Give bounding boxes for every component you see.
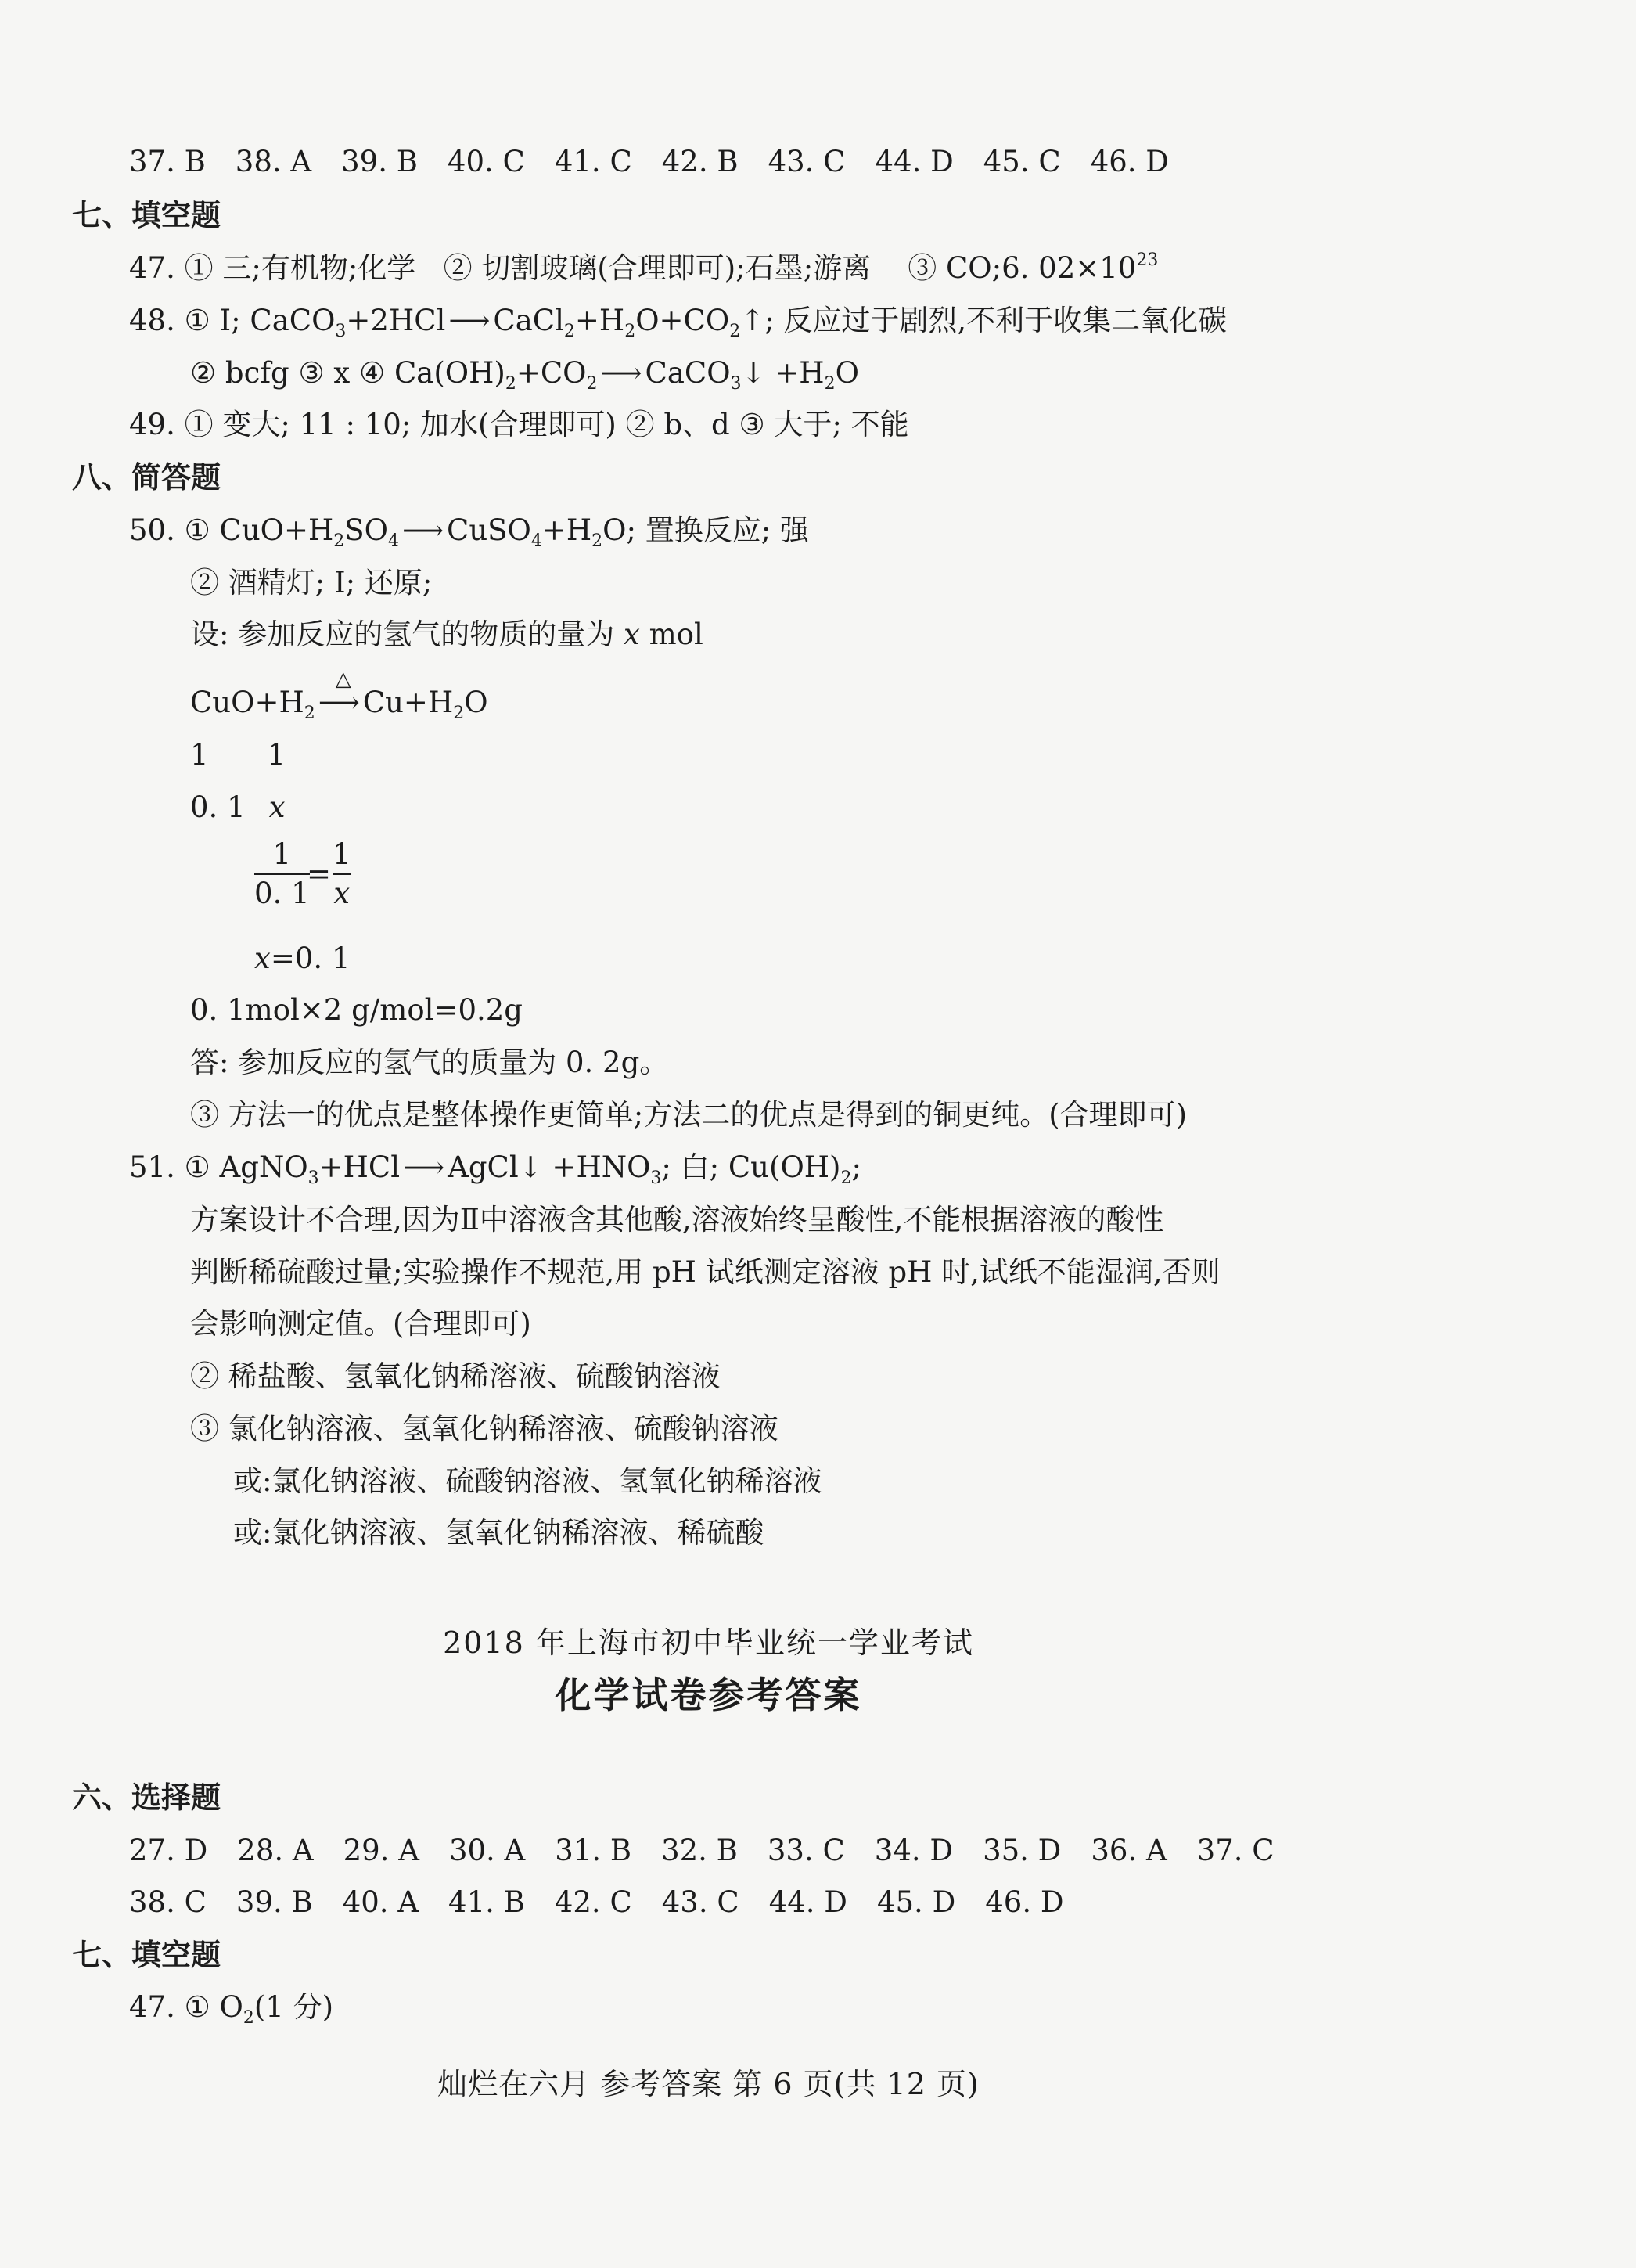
variable: x bbox=[268, 790, 286, 824]
text: CuSO bbox=[447, 513, 531, 547]
choice-answer: 46. D bbox=[985, 1885, 1064, 1919]
fraction-right bbox=[333, 836, 351, 913]
choice-answer: 33. C bbox=[767, 1834, 845, 1867]
subscript: 2 bbox=[563, 322, 575, 341]
answer-part: ① 三;有机物;化学 bbox=[184, 251, 416, 285]
text: 1 bbox=[267, 738, 286, 772]
question-51-line4: 会影响测定值。(合理即可) bbox=[190, 1307, 531, 1341]
answer-part: ③ CO;6. 02×10 bbox=[908, 251, 1137, 285]
choice-answer: 45. C bbox=[983, 145, 1061, 178]
text: ① 变大; 11 : 10; 加水(合理即可) ② b、d ③ 大于; 不能 bbox=[184, 408, 909, 441]
section-heading-fill: 七、填空题 bbox=[72, 198, 221, 232]
question-48-line2 bbox=[190, 354, 859, 393]
question-number: 48. bbox=[129, 304, 175, 337]
text: CaCO bbox=[645, 356, 731, 390]
question-51-line7: 或:氯化钠溶液、硫酸钠溶液、氢氧化钠稀溶液 bbox=[233, 1464, 822, 1498]
question-number: 51. bbox=[129, 1150, 175, 1184]
choice-answer: 44. D bbox=[875, 145, 954, 178]
exam-subtitle: 2018 年上海市初中毕业统一学业考试 bbox=[443, 1625, 974, 1660]
subscript: 2 bbox=[824, 374, 836, 394]
section-heading-fill-2018: 七、填空题 bbox=[72, 1938, 221, 1972]
choice-answer: 46. D bbox=[1090, 145, 1169, 178]
subscript: 2 bbox=[624, 322, 636, 341]
text: ① AgNO bbox=[184, 1150, 308, 1184]
text: +2HCl bbox=[346, 304, 446, 337]
triangle-icon: △ bbox=[335, 668, 351, 691]
choice-answer: 43. C bbox=[661, 1885, 739, 1919]
choice-answer: 42. B bbox=[661, 145, 739, 178]
reaction-arrow: ⟶ bbox=[600, 356, 642, 390]
answer-statement: 答: 参加反应的氢气的质量为 0. 2g。 bbox=[190, 1046, 669, 1079]
text: +HCl bbox=[318, 1150, 401, 1184]
choice-answer: 41. B bbox=[448, 1885, 525, 1919]
text: +H bbox=[541, 513, 592, 547]
question-50-line1 bbox=[129, 511, 809, 550]
text: ① O bbox=[184, 1990, 243, 2024]
choice-answers-row-1 bbox=[129, 1831, 1304, 1870]
text: 1 bbox=[190, 738, 209, 772]
page-footer: 灿烂在六月 参考答案 第 6 页(共 12 页) bbox=[437, 2067, 980, 2101]
choice-answer: 38. A bbox=[235, 145, 312, 178]
section-heading-short-answer: 八、简答题 bbox=[72, 460, 221, 495]
choice-answer: 40. C bbox=[447, 145, 525, 178]
text: =0. 1 bbox=[270, 941, 351, 975]
text: O bbox=[464, 686, 488, 719]
text: ↑; 反应过于剧烈,不利于收集二氧化碳 bbox=[740, 304, 1228, 337]
choice-answer: 40. A bbox=[342, 1885, 419, 1919]
question-51-line8: 或:氯化钠溶液、氢氧化钠稀溶液、稀硫酸 bbox=[233, 1516, 764, 1550]
ratio-row-2 bbox=[190, 788, 285, 827]
text: 0. 1 bbox=[190, 790, 246, 824]
fraction-left bbox=[254, 836, 310, 913]
subscript: 2 bbox=[840, 1168, 852, 1188]
answer-part: ② 切割玻璃(合理即可);石墨;游离 bbox=[443, 251, 872, 285]
choice-answer: 43. C bbox=[768, 145, 846, 178]
question-47-2018 bbox=[129, 1988, 333, 2027]
section-heading-choice: 六、选择题 bbox=[72, 1780, 221, 1815]
question-50-part3: ③ 方法一的优点是整体操作更简单;方法二的优点是得到的铜更纯。(合理即可) bbox=[190, 1098, 1188, 1132]
question-51-line6: ③ 氯化钠溶液、氢氧化钠稀溶液、硫酸钠溶液 bbox=[190, 1412, 778, 1445]
question-number: 49. bbox=[129, 408, 175, 441]
exponent: 23 bbox=[1136, 250, 1159, 270]
question-number: 50. bbox=[129, 513, 175, 547]
subscript: 2 bbox=[333, 531, 345, 551]
text: Cu+H bbox=[362, 686, 454, 719]
text: O bbox=[835, 356, 859, 390]
subscript: 2 bbox=[304, 704, 315, 723]
reaction-arrow: ⟶ bbox=[318, 686, 360, 719]
text: SO bbox=[344, 513, 388, 547]
subscript: 2 bbox=[729, 322, 741, 341]
choice-answer: 45. D bbox=[876, 1885, 956, 1919]
choice-answer: 39. B bbox=[341, 145, 418, 178]
subscript: 2 bbox=[243, 2008, 254, 2028]
ratio-row-1 bbox=[190, 736, 286, 775]
reaction-arrow: ⟶ bbox=[401, 513, 444, 547]
subscript: 3 bbox=[650, 1168, 662, 1188]
text: 设: 参加反应的氢气的物质的量为 bbox=[190, 617, 615, 651]
subscript: 3 bbox=[730, 374, 742, 394]
question-47 bbox=[129, 249, 1158, 288]
choice-answer: 37. B bbox=[129, 145, 206, 178]
question-50-line2: ② 酒精灯; Ⅰ; 还原; bbox=[190, 566, 433, 599]
reaction-arrow: ⟶ bbox=[403, 1150, 445, 1184]
question-number: 47. bbox=[129, 251, 175, 285]
choice-answer: 41. C bbox=[554, 145, 632, 178]
choice-answers-row-2 bbox=[129, 1883, 1094, 1922]
question-51-line5: ② 稀盐酸、氢氧化钠稀溶液、硫酸钠溶液 bbox=[190, 1359, 721, 1393]
heating-arrow bbox=[315, 668, 363, 722]
question-51-line3: 判断稀硫酸过量;实验操作不规范,用 pH 试纸测定溶液 pH 时,试纸不能湿润,否则 bbox=[190, 1255, 1221, 1289]
choice-answer: 35. D bbox=[983, 1834, 1062, 1867]
denominator: x bbox=[333, 877, 351, 910]
question-51-line1 bbox=[129, 1148, 861, 1187]
text: AgCl↓ +HNO bbox=[448, 1150, 651, 1184]
question-number: 47. bbox=[129, 1990, 175, 2024]
question-51-line2: 方案设计不合理,因为Ⅱ中溶液含其他酸,溶液始终呈酸性,不能根据溶液的酸性 bbox=[190, 1203, 1164, 1237]
subscript: 2 bbox=[586, 374, 598, 394]
text: O+CO bbox=[635, 304, 730, 337]
variable: x bbox=[624, 617, 640, 651]
subscript: 3 bbox=[307, 1168, 319, 1188]
choice-answer: 30. A bbox=[448, 1834, 526, 1867]
subscript: 2 bbox=[505, 374, 516, 394]
choice-answer: 31. B bbox=[555, 1834, 632, 1867]
choice-answers-row bbox=[129, 142, 1199, 182]
text: +CO bbox=[516, 356, 587, 390]
choice-answer: 42. C bbox=[554, 1885, 632, 1919]
text: CuO+H bbox=[190, 686, 304, 719]
subscript: 4 bbox=[387, 531, 399, 551]
choice-answer: 28. A bbox=[237, 1834, 314, 1867]
choice-answer: 36. A bbox=[1091, 1834, 1167, 1867]
solution-x bbox=[254, 939, 350, 978]
question-49 bbox=[129, 405, 909, 445]
mass-calc: 0. 1mol×2 g/mol=0.2g bbox=[190, 993, 523, 1027]
question-50-line3 bbox=[190, 615, 703, 654]
text: ; bbox=[851, 1150, 861, 1184]
numerator: 1 bbox=[272, 837, 292, 871]
denominator: 0. 1 bbox=[254, 877, 310, 910]
text: O; 置换反应; 强 bbox=[602, 513, 809, 547]
numerator: 1 bbox=[333, 837, 351, 871]
choice-answer: 32. B bbox=[661, 1834, 738, 1867]
text: CaCl bbox=[493, 304, 564, 337]
reaction-equation bbox=[190, 668, 488, 723]
text: ① CuO+H bbox=[184, 513, 334, 547]
question-48-line1 bbox=[129, 301, 1227, 340]
text: ① Ⅰ; CaCO bbox=[184, 304, 336, 337]
exam-title: 化学试卷参考答案 bbox=[555, 1674, 862, 1716]
reaction-arrow: ⟶ bbox=[448, 304, 491, 337]
choice-answer: 44. D bbox=[768, 1885, 847, 1919]
choice-answer: 38. C bbox=[129, 1885, 207, 1919]
choice-answer: 34. D bbox=[874, 1834, 954, 1867]
subscript: 4 bbox=[530, 531, 542, 551]
text: ↓ +H bbox=[741, 356, 825, 390]
text: +H bbox=[574, 304, 625, 337]
subscript: 3 bbox=[335, 322, 347, 341]
equals-sign: = bbox=[307, 857, 332, 891]
text: ; 白; Cu(OH) bbox=[661, 1150, 841, 1184]
subscript: 2 bbox=[453, 704, 465, 723]
choice-answer: 29. A bbox=[343, 1834, 419, 1867]
text: ② bcfg ③ x ④ Ca(OH) bbox=[190, 356, 505, 390]
text: mol bbox=[649, 617, 703, 651]
choice-answer: 37. C bbox=[1196, 1834, 1275, 1867]
choice-answer: 39. B bbox=[236, 1885, 313, 1919]
text: (1 分) bbox=[253, 1990, 334, 2024]
subscript: 2 bbox=[591, 531, 603, 551]
variable: x bbox=[254, 941, 271, 975]
choice-answer: 27. D bbox=[129, 1834, 208, 1867]
